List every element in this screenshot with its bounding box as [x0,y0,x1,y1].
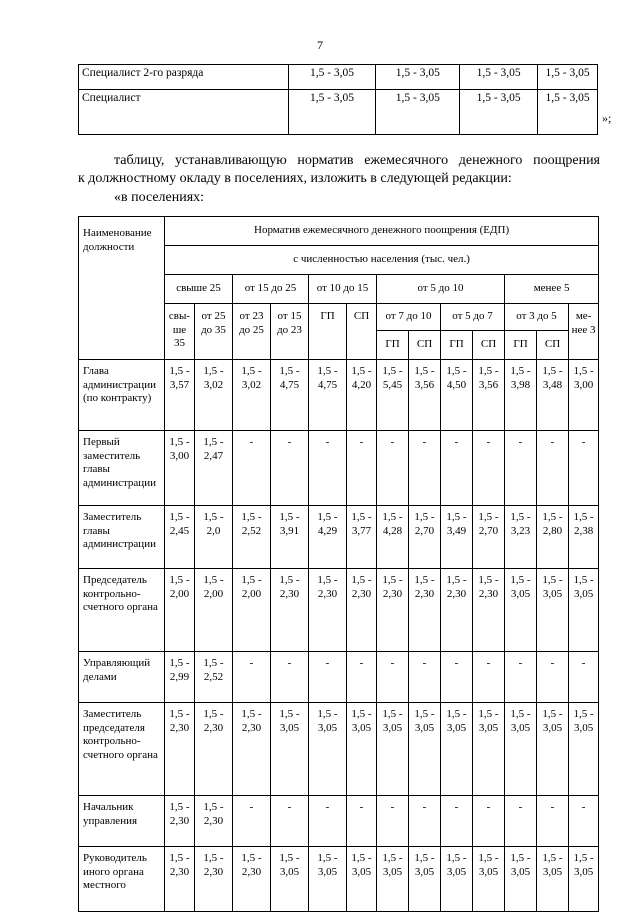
group-header: менее 5 [505,275,599,304]
position-name: Заместитель председателя контрольно-счетного органа [79,703,165,796]
table-row [79,90,598,135]
type-header: ГП [441,331,473,360]
table-cell: - [309,652,347,703]
table-cell: 1,5 - 2,52 [233,506,271,569]
table-cell: - [505,796,537,847]
table-cell: 1,5 - 3,56 [409,360,441,431]
subgroup-header: от 3 до 5 [505,304,569,331]
table-row [79,360,599,431]
type-header: СП [537,331,569,360]
table-cell: - [233,796,271,847]
type-header: СП [409,331,441,360]
table-cell: 1,5 - 2,30 [377,569,409,652]
table-cell: 1,5 - 4,75 [309,360,347,431]
table-cell: 1,5 - 2,00 [233,569,271,652]
table-cell: 1,5 - 5,45 [377,360,409,431]
group-header: от 10 до 15 [309,275,377,304]
table-row [79,569,599,652]
allowance-table [78,216,599,912]
position-name: Глава администрации (по контракту) [79,360,165,431]
table-cell: - [377,796,409,847]
table-cell: 1,5 - 3,00 [165,431,195,506]
table-row [79,847,599,912]
table-cell: 1,5 - 2,30 [233,847,271,912]
table-cell: - [271,652,309,703]
subgroup-header: от 25 до 35 [195,304,233,360]
subgroup-header: от 23 до 25 [233,304,271,360]
table-cell: - [233,652,271,703]
table-cell: 1,5 - 3,05 [538,65,598,90]
table-row [79,431,599,506]
table-cell: - [537,431,569,506]
subgroup-header: СП [347,304,377,360]
table-cell: 1,5 - 4,28 [377,506,409,569]
table-cell: 1,5 - 2,00 [195,569,233,652]
subgroup-header: от 5 до 7 [441,304,505,331]
table-cell: 1,5 - 2,99 [165,652,195,703]
table-row [79,506,599,569]
table-cell: - [441,652,473,703]
table-cell: 1,5 - 3,05 [569,847,599,912]
table-cell: 1,5 - 3,05 [377,847,409,912]
position-name: Специалист 2-го разряда [79,65,289,90]
table-cell: 1,5 - 2,47 [195,431,233,506]
table-cell: 1,5 - 4,50 [441,360,473,431]
table-cell: 1,5 - 3,05 [538,90,598,135]
table-cell: 1,5 - 2,30 [165,847,195,912]
table-cell: 1,5 - 3,05 [409,847,441,912]
table-cell: - [347,652,377,703]
header-title: Норматив ежемесячного денежного поощрения (ЕДП) [165,217,599,246]
paragraph-line: таблицу, устанавливающую норматив ежемесячного денежного поощрения [114,153,600,168]
table-cell: 1,5 - 3,05 [288,90,376,135]
table-cell: 1,5 - 3,05 [409,703,441,796]
population-header: с численностью населения (тыс. чел.) [165,246,599,275]
table-cell: - [441,431,473,506]
table-cell: 1,5 - 3,02 [233,360,271,431]
table-cell: 1,5 - 3,77 [347,506,377,569]
table-cell: 1,5 - 2,00 [165,569,195,652]
table-cell: 1,5 - 3,49 [441,506,473,569]
table-cell: - [377,431,409,506]
subgroup-header: ме-нее 3 [569,304,599,360]
header-row [79,217,599,246]
column-header-position: Наименование должности [79,217,165,360]
subgroup-header: ГП [309,304,347,360]
position-name: Начальник управления [79,796,165,847]
subgroup-header: свы-ше 35 [165,304,195,360]
table-cell: 1,5 - 3,05 [569,703,599,796]
group-header: от 15 до 25 [233,275,309,304]
table-cell: 1,5 - 3,05 [347,703,377,796]
table-cell: 1,5 - 2,30 [233,703,271,796]
type-header: ГП [505,331,537,360]
subgroup-header: от 15 до 23 [271,304,309,360]
table-cell: - [569,796,599,847]
position-name: Заместитель главы администрации [79,506,165,569]
table-cell: 1,5 - 3,05 [537,703,569,796]
table-cell: - [271,796,309,847]
type-header: ГП [377,331,409,360]
closing-quote: »; [602,111,612,125]
table-cell: 1,5 - 2,30 [165,703,195,796]
table-cell: - [473,431,505,506]
table-cell: 1,5 - 3,05 [309,703,347,796]
type-header: СП [473,331,505,360]
table-cell: - [569,652,599,703]
table-cell: - [505,431,537,506]
position-name: Председатель контрольно-счетного органа [79,569,165,652]
table-cell: 1,5 - 3,05 [288,65,376,90]
table-cell: - [441,796,473,847]
table-cell: 1,5 - 3,05 [505,569,537,652]
table-cell: 1,5 - 4,20 [347,360,377,431]
position-name: Специалист [79,90,289,135]
table-cell: - [569,431,599,506]
paragraph-line: к должностному окладу в поселениях, изложить в следующей редакции: [78,171,512,186]
table-cell: 1,5 - 2,30 [441,569,473,652]
table-cell: - [537,652,569,703]
table-cell: 1,5 - 2,80 [537,506,569,569]
group-header: свыше 25 [165,275,233,304]
table-cell: - [473,652,505,703]
top-table [78,64,598,135]
table-cell: - [409,431,441,506]
table-cell: 1,5 - 2,45 [165,506,195,569]
group-header: от 5 до 10 [377,275,505,304]
table-cell: 1,5 - 3,05 [377,703,409,796]
table-cell: 1,5 - 2,30 [195,703,233,796]
subgroup-header: от 7 до 10 [377,304,441,331]
table-cell: 1,5 - 3,05 [376,90,460,135]
table-cell: 1,5 - 3,98 [505,360,537,431]
table-cell: 1,5 - 3,02 [195,360,233,431]
table-cell: 1,5 - 3,57 [165,360,195,431]
table-cell: - [473,796,505,847]
table-cell: 1,5 - 3,05 [271,703,309,796]
table-cell: 1,5 - 3,56 [473,360,505,431]
table-cell: 1,5 - 3,05 [460,65,538,90]
table-cell: - [537,796,569,847]
table-cell: - [309,796,347,847]
table-row [79,652,599,703]
table-cell: 1,5 - 3,05 [505,703,537,796]
table-cell: 1,5 - 3,91 [271,506,309,569]
table-cell: 1,5 - 2,30 [195,847,233,912]
table-cell: 1,5 - 3,05 [441,847,473,912]
table-cell: 1,5 - 3,05 [347,847,377,912]
table-cell: 1,5 - 2,70 [473,506,505,569]
table-cell: 1,5 - 3,05 [441,703,473,796]
table-cell: 1,5 - 2,30 [165,796,195,847]
table-cell: 1,5 - 3,48 [537,360,569,431]
table-cell: 1,5 - 3,00 [569,360,599,431]
table-cell: 1,5 - 3,23 [505,506,537,569]
table-cell: 1,5 - 2,30 [347,569,377,652]
table-row [79,703,599,796]
table-cell: - [409,796,441,847]
table-cell: 1,5 - 3,05 [569,569,599,652]
table-row [79,796,599,847]
table-cell: - [347,796,377,847]
table-cell: 1,5 - 3,05 [537,569,569,652]
table-cell: - [271,431,309,506]
table-row [79,65,598,90]
position-name: Руководитель иного органа местного [79,847,165,912]
table-cell: - [377,652,409,703]
table-cell: - [505,652,537,703]
paragraph-line: «в поселениях: [114,190,205,205]
table-cell: - [309,431,347,506]
table-cell: 1,5 - 3,05 [460,90,538,135]
table-cell: 1,5 - 3,05 [473,703,505,796]
table-cell: 1,5 - 2,30 [473,569,505,652]
table-cell: 1,5 - 2,30 [409,569,441,652]
table-cell: 1,5 - 3,05 [309,847,347,912]
table-cell: 1,5 - 4,75 [271,360,309,431]
table-cell: 1,5 - 2,52 [195,652,233,703]
table-cell: 1,5 - 3,05 [537,847,569,912]
table-cell: 1,5 - 3,05 [271,847,309,912]
table-cell: - [409,652,441,703]
table-cell: - [233,431,271,506]
table-cell: 1,5 - 3,05 [473,847,505,912]
table-cell: 1,5 - 4,29 [309,506,347,569]
table-cell: 1,5 - 2,0 [195,506,233,569]
table-cell: - [347,431,377,506]
table-body [79,360,599,912]
table-cell: 1,5 - 2,30 [309,569,347,652]
table-cell: 1,5 - 2,30 [195,796,233,847]
table-cell: 1,5 - 3,05 [376,65,460,90]
position-name: Управляющий делами [79,652,165,703]
table-cell: 1,5 - 2,70 [409,506,441,569]
table-cell: 1,5 - 3,05 [505,847,537,912]
position-name: Первый заместитель главы администрации [79,431,165,506]
table-cell: 1,5 - 2,30 [271,569,309,652]
page-number: 7 [317,38,323,52]
table-cell: 1,5 - 2,38 [569,506,599,569]
